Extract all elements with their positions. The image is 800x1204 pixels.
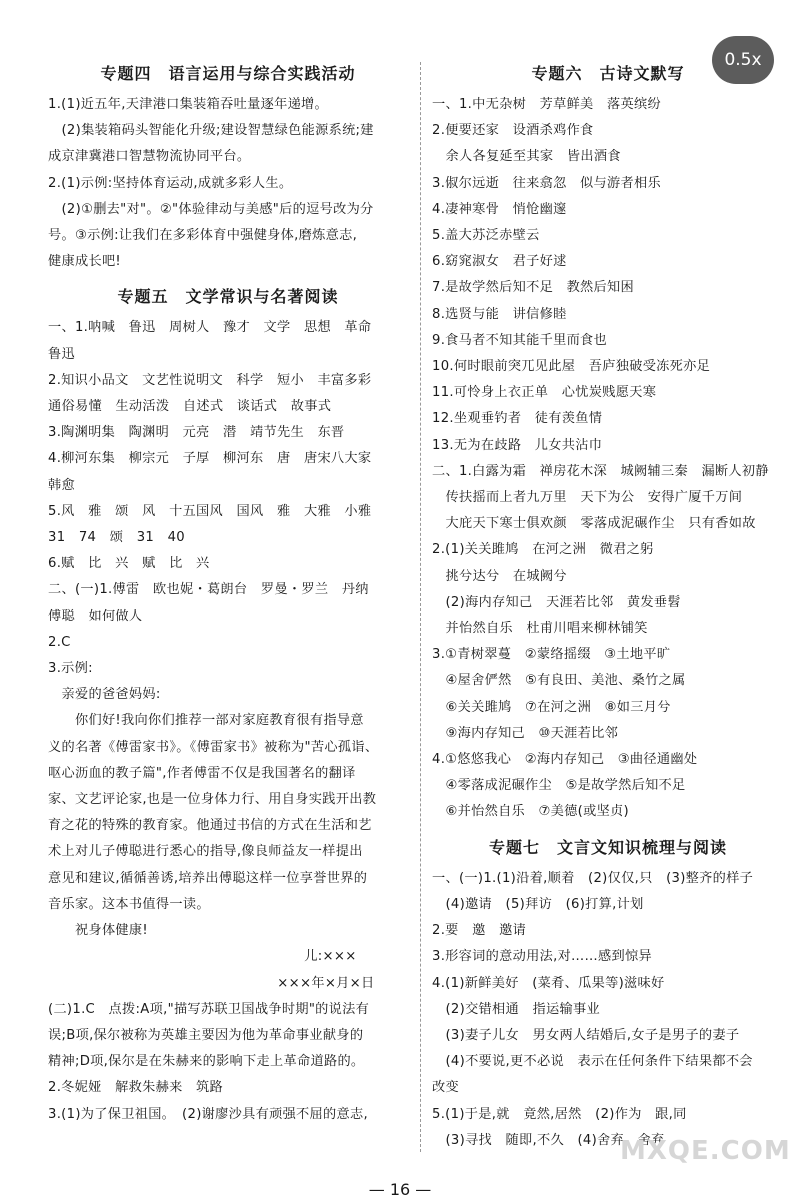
answer-line: 二、1.白露为霜 禅房花木深 城阙辅三秦 漏断人初静 xyxy=(432,463,769,479)
answer-line: 10.何时眼前突兀见此屋 吾庐独破受冻死亦足 xyxy=(432,359,711,375)
answer-line: 儿:××× xyxy=(48,949,357,965)
answer-line: 挑兮达兮 在城阙兮 xyxy=(432,568,567,584)
right-column xyxy=(432,52,784,1154)
answer-line: 传扶摇而上者九万里 天下为公 安得广厦千万间 xyxy=(432,490,743,506)
answer-line: 2.知识小品文 文艺性说明文 科学 短小 丰富多彩 xyxy=(48,372,372,388)
answer-line: 2.(1)关关雎鸠 在河之洲 微君之躬 xyxy=(432,542,654,558)
answer-line: 鲁迅 xyxy=(48,346,75,362)
answer-line: 3.形容词的意动用法,对……感到惊异 xyxy=(432,949,652,965)
answer-line: 3.示例: xyxy=(48,661,93,677)
answer-line: 12.坐观垂钓者 徒有羡鱼情 xyxy=(432,411,603,427)
answer-line: (4)邀请 (5)拜访 (6)打算,计划 xyxy=(432,896,644,912)
answer-line: (4)不要说,更不必说 表示在任何条件下结果都不会 xyxy=(432,1054,753,1070)
answer-line: 改变 xyxy=(432,1080,459,1096)
answer-line: 1.(1)近五年,天津港口集装箱吞吐量逐年递增。 xyxy=(48,97,329,112)
topic-4-answers xyxy=(48,92,408,275)
answer-line: ④屋舍俨然 ⑤有良田、美池、桑竹之属 xyxy=(432,673,686,689)
topic-6-answers xyxy=(432,92,784,826)
answer-line: (2)交错相通 指运输事业 xyxy=(432,1001,600,1017)
topic-7-answers xyxy=(432,866,784,1154)
answer-line: 音乐家。这本书值得一读。 xyxy=(48,896,210,912)
answer-line: ⑨海内存知己 ⑩天涯若比邻 xyxy=(432,725,619,741)
answer-line: (2)①删去"对"。②"体验律动与美感"后的逗号改为分 xyxy=(48,201,374,217)
section-title-topic-5: 专题五 文学常识与名著阅读 xyxy=(117,287,339,307)
topic-5-answers xyxy=(48,315,408,1127)
answer-line: 2.要 邀 邀请 xyxy=(432,923,527,939)
answer-line: (3)寻找 随即,不久 (4)舍弃 舍弃 xyxy=(432,1132,665,1148)
answer-line: 3.俶尔远逝 往来翕忽 似与游者相乐 xyxy=(432,175,661,191)
answer-line: 2.C xyxy=(48,634,71,650)
answer-line: 31 74 颂 31 40 xyxy=(48,530,185,546)
answer-line: 祝身体健康! xyxy=(48,923,148,939)
answer-line: 精神;D项,保尔是在朱赫来的影响下走上革命道路的。 xyxy=(48,1054,365,1070)
answer-line: (2)集装箱码头智能化升级;建设智慧绿色能源系统;建 xyxy=(48,123,374,139)
answer-line: 2.冬妮娅 解救朱赫来 筑路 xyxy=(48,1080,224,1096)
answer-line: 一、(一)1.(1)沿着,顺着 (2)仅仅,只 (3)整齐的样子 xyxy=(432,870,754,886)
answer-line: 6.窈窕淑女 君子好逑 xyxy=(432,254,567,270)
answer-line: 4.(1)新鲜美好 (菜肴、瓜果等)滋味好 xyxy=(432,975,665,991)
answer-line: 3.(1)为了保卫祖国。 (2)谢廖沙具有顽强不屈的意志, xyxy=(48,1106,368,1122)
answer-line: 4.柳河东集 柳宗元 子厚 柳河东 唐 唐宋八大家 xyxy=(48,451,372,467)
answer-line: 号。③示例:让我们在多彩体育中强健身体,磨炼意志, xyxy=(48,228,358,244)
answer-line: 8.选贤与能 讲信修睦 xyxy=(432,306,567,322)
answer-line: 你们好!我向你们推荐一部对家庭教育很有指导意 xyxy=(48,713,364,729)
answer-line: 一、1.呐喊 鲁迅 周树人 豫才 文学 思想 革命 xyxy=(48,320,372,336)
answer-line: 5.风 雅 颂 风 十五国风 国风 雅 大雅 小雅 xyxy=(48,503,372,519)
answer-line: 呕心沥血的教子篇",作者傅雷不仅是我国著名的翻译 xyxy=(48,765,356,781)
column-divider xyxy=(420,62,421,1152)
answer-line: 6.赋 比 兴 赋 比 兴 xyxy=(48,556,210,572)
section-title-topic-4: 专题四 语言运用与综合实践活动 xyxy=(100,64,356,83)
answer-line: 3.陶渊明集 陶渊明 元亮 潜 靖节先生 东晋 xyxy=(48,425,345,441)
answer-line: 育之花的特殊的教育家。他通过书信的方式在生活和艺 xyxy=(48,818,372,834)
answer-line: 4.①悠悠我心 ②海内存知己 ③曲径通幽处 xyxy=(432,752,698,768)
answer-line: 余人各复延至其家 皆出酒食 xyxy=(432,149,621,165)
answer-line: 大庇天下寒士俱欢颜 零落成泥碾作尘 只有香如故 xyxy=(432,516,756,532)
section-title-topic-7: 专题七 文言文知识梳理与阅读 xyxy=(488,837,727,857)
answer-line: 7.是故学然后知不足 教然后知困 xyxy=(432,280,635,296)
answer-line: 2.便要还家 设酒杀鸡作食 xyxy=(432,123,594,139)
answer-line: 家、文艺评论家,也是一位身体力行、用自身实践开出教 xyxy=(48,792,377,808)
answer-line: (2)海内存知己 天涯若比邻 黄发垂髫 xyxy=(432,594,681,610)
answer-line: ④零落成泥碾作尘 ⑤是故学然后知不足 xyxy=(432,778,686,794)
answer-line: 义的名著《傅雷家书》。《傅雷家书》被称为"苦心孤诣、 xyxy=(48,739,379,755)
answer-line: 11.可怜身上衣正单 心忧炭贱愿天寒 xyxy=(432,385,657,401)
answer-line: 2.(1)示例:坚持体育运动,成就多彩人生。 xyxy=(48,175,293,191)
answer-line: 术上对儿子傅聪进行悉心的指导,像良师益友一样提出 xyxy=(48,844,363,860)
answer-line: 通俗易懂 生动活泼 自述式 谈话式 故事式 xyxy=(48,399,332,415)
answer-line: 意见和建议,循循善诱,培养出傅聪这样一位享誉世界的 xyxy=(48,870,368,886)
answer-line: 并怡然自乐 杜甫川唱来柳林铺笑 xyxy=(432,621,648,637)
answer-line: 误;B项,保尔被称为英雄主要因为他为革命事业献身的 xyxy=(48,1027,364,1043)
answer-line: 5.盖大苏泛赤壁云 xyxy=(432,228,540,244)
site-watermark: MXQE.COM xyxy=(620,1136,791,1166)
answer-line: ⑥并怡然自乐 ⑦美德(或坚贞) xyxy=(432,804,629,820)
section-title-topic-6: 专题六 古诗文默写 xyxy=(531,64,685,83)
page-number: — 16 — xyxy=(368,1180,432,1199)
left-column xyxy=(48,52,408,1128)
answer-line: 4.凄神寒骨 悄怆幽邃 xyxy=(432,201,567,217)
answer-line: 二、(一)1.傅雷 欧也妮・葛朗台 罗曼・罗兰 丹纳 xyxy=(48,582,369,598)
answer-line: 9.食马者不知其能千里而食也 xyxy=(432,332,608,348)
answer-line: 亲爱的爸爸妈妈: xyxy=(48,687,161,703)
zoom-level-badge[interactable]: 0.5x xyxy=(712,36,774,84)
answer-line: 3.①青树翠蔓 ②蒙络摇缀 ③土地平旷 xyxy=(432,647,671,663)
answer-line: ⑥关关雎鸠 ⑦在河之洲 ⑧如三月兮 xyxy=(432,699,671,715)
answer-line: 13.无为在歧路 儿女共沾巾 xyxy=(432,437,603,453)
answer-line: 成京津冀港口智慧物流协同平台。 xyxy=(48,149,251,165)
answer-line: 一、1.中无杂树 芳草鲜美 落英缤纷 xyxy=(432,97,661,112)
answer-line: (二)1.C 点拨:A项,"描写苏联卫国战争时期"的说法有 xyxy=(48,1001,370,1017)
answer-line: 韩愈 xyxy=(48,477,75,493)
answer-line: 健康成长吧! xyxy=(48,254,122,270)
answer-line: 5.(1)于是,就 竟然,居然 (2)作为 跟,同 xyxy=(432,1106,687,1122)
answer-line: ×××年×月×日 xyxy=(48,975,375,991)
answer-line: 傅聪 如何做人 xyxy=(48,608,143,624)
answer-line: (3)妻子儿女 男女两人结婚后,女子是男子的妻子 xyxy=(432,1027,740,1043)
